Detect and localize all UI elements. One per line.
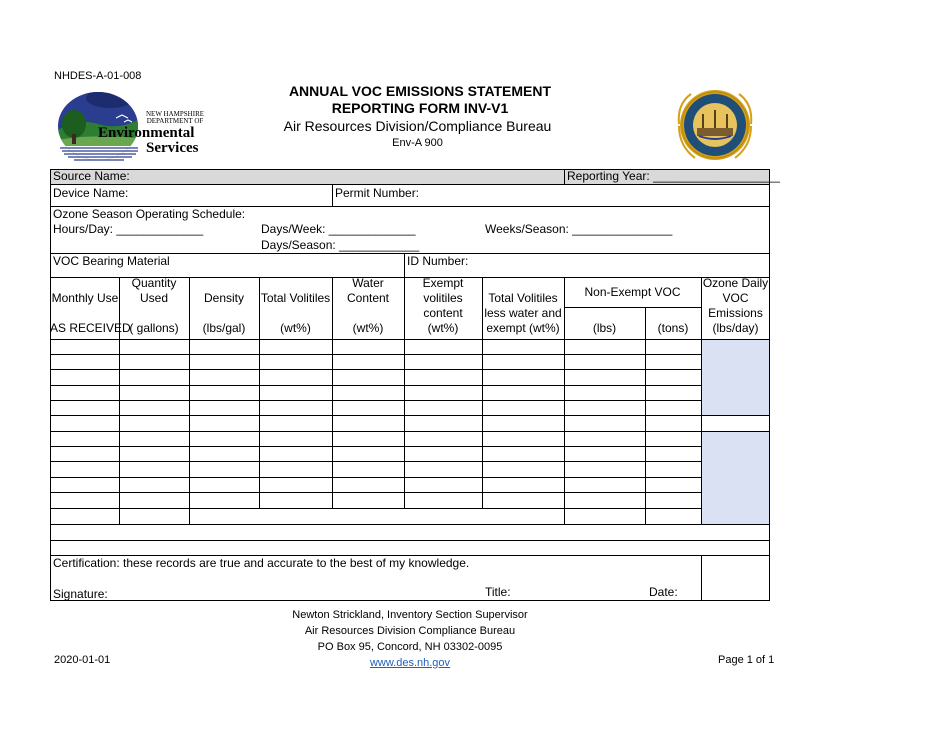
device-name-label: Device Name: (53, 186, 129, 200)
voc-material-label: VOC Bearing Material (53, 254, 170, 268)
reporting-year-field[interactable]: Reporting Year: ___________________ (567, 169, 780, 183)
col-total-volitiles2: Total Volitiles (488, 291, 558, 305)
agency-services: Services (146, 140, 199, 156)
form-title (270, 83, 570, 117)
col-water-wt: (wt%) (352, 321, 384, 335)
col-as-received: AS RECEIVED (50, 321, 131, 335)
env-code: Env-A 900 (392, 137, 443, 149)
days-season-field[interactable]: Days/Season: ____________ (261, 238, 420, 252)
division-title: Air Resources Division/Compliance Bureau (283, 118, 552, 134)
agency-line1: NEW HAMPSHIRE (146, 110, 205, 118)
col-content2: content (423, 306, 463, 320)
agency-environmental: Environmental (98, 125, 195, 141)
certification-text: Certification: these records are true and accurate to the best of my knowledge. (53, 556, 470, 570)
col-exempt-wt: (wt%) (427, 321, 459, 335)
col-lbs: (lbs) (592, 321, 617, 335)
col-ozone-daily: Ozone Daily (702, 276, 769, 290)
signature-label: Signature: (53, 587, 108, 601)
agency-line2: DEPARTMENT OF (146, 117, 204, 125)
col-lbs-day: (lbs/day) (712, 321, 759, 335)
col-quantity: Quantity (131, 276, 177, 290)
col-monthly-use: Monthly Use (51, 291, 119, 305)
ozone-block-2 (701, 432, 770, 525)
seal-icon (669, 84, 761, 166)
title-line1: ANNUAL VOC EMISSIONS STATEMENT (288, 83, 552, 99)
form-code: NHDES-A-01-008 (54, 70, 142, 82)
col-tons: (tons) (657, 321, 689, 335)
footer-date: 2020-01-01 (54, 654, 111, 666)
footer-contact-name: Newton Strickland, Inventory Section Supervisor (292, 609, 528, 621)
permit-number-label: Permit Number: (335, 186, 420, 200)
col-wt-pct: (wt%) (280, 321, 311, 335)
days-week-field[interactable]: Days/Week: _____________ (261, 222, 416, 236)
footer-contact (260, 607, 560, 671)
col-water: Water (352, 276, 384, 290)
col-emissions: Emissions (708, 306, 763, 320)
col-content: Content (346, 291, 390, 305)
footer-website-link[interactable]: www.des.nh.gov (369, 657, 451, 669)
date-label: Date: (649, 585, 678, 599)
col-voc: VOC (722, 291, 749, 305)
title-label: Title: (485, 585, 511, 599)
col-exempt-pct: exempt (wt%) (486, 321, 560, 335)
col-lbs-gal: (lbs/gal) (202, 321, 246, 335)
footer-address: PO Box 95, Concord, NH 03302-0095 (317, 641, 503, 653)
ozone-block-1 (701, 340, 770, 416)
col-gallons: ( gallons) (129, 321, 179, 335)
source-name-label: Source Name: (53, 169, 130, 183)
ozone-schedule-label: Ozone Season Operating Schedule: (53, 207, 246, 221)
col-volitiles: volitiles (423, 291, 463, 305)
agency-small (146, 111, 204, 125)
col-exempt: Exempt (422, 276, 464, 290)
page-number: Page 1 of 1 (718, 654, 775, 666)
title-line2: REPORTING FORM INV-V1 (331, 100, 509, 116)
hours-day-field[interactable]: Hours/Day: _____________ (53, 222, 204, 236)
col-total-volitiles: Total Volitiles (260, 291, 331, 305)
col-density: Density (203, 291, 244, 305)
weeks-season-field[interactable]: Weeks/Season: _______________ (485, 222, 673, 236)
state-seal (669, 84, 761, 166)
footer-bureau: Air Resources Division Compliance Bureau (304, 625, 516, 637)
id-number-label: ID Number: (407, 254, 469, 268)
col-used: Used (139, 291, 168, 305)
col-non-exempt-voc: Non-Exempt VOC (584, 285, 681, 299)
col-less-water: less water and (484, 306, 562, 320)
